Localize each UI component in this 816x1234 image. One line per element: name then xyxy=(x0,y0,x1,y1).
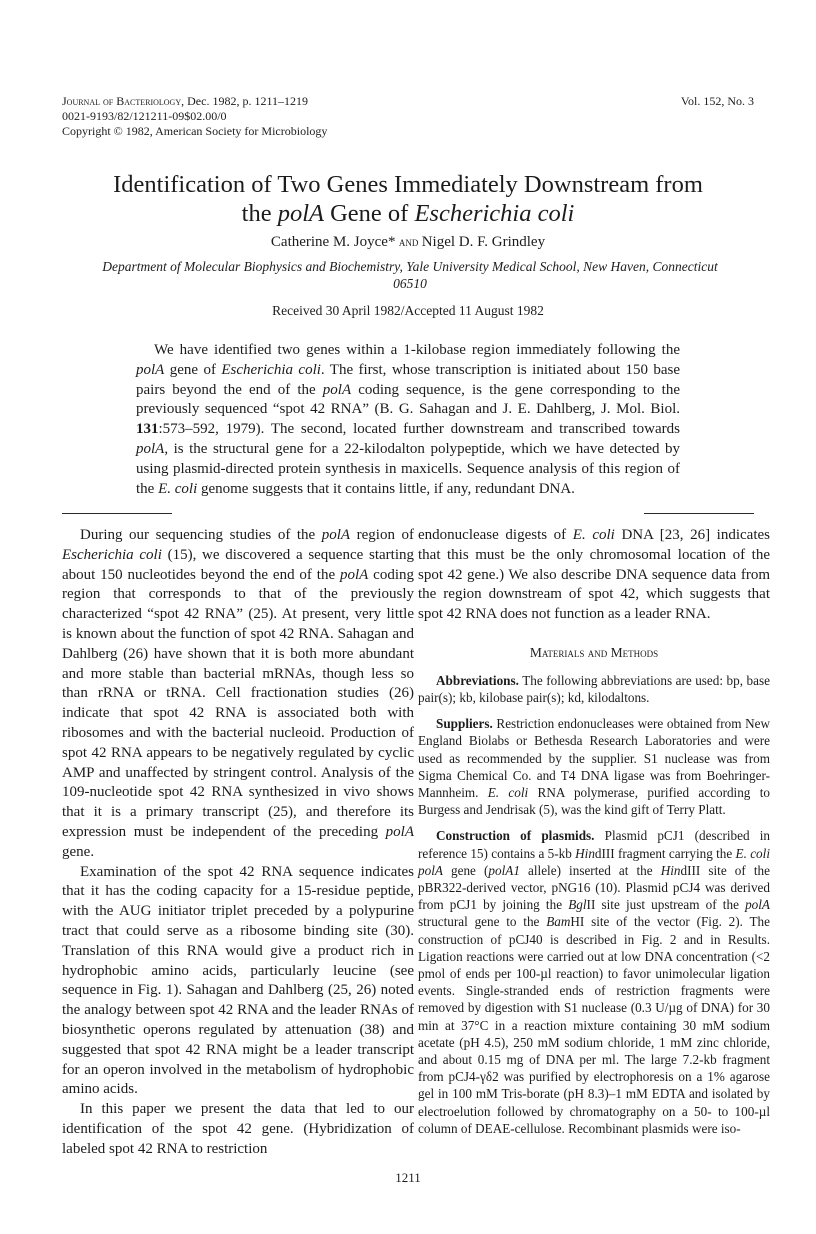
received-date: Received 30 April 1982/Accepted 11 August 1982 xyxy=(272,303,544,318)
body-gene: polA xyxy=(385,823,414,840)
title-text: Gene of xyxy=(323,200,415,227)
body-gene: polA xyxy=(321,527,351,543)
body-italic: Bgl xyxy=(568,897,587,913)
abstract-species: E. coli xyxy=(158,480,198,497)
left-column-rule xyxy=(62,513,172,514)
body-text: gene ( xyxy=(442,862,489,878)
body-text: allele) inserted at the xyxy=(519,862,661,878)
body-species: E. coli xyxy=(487,785,529,800)
abstract-text: , is the structural gene for a 22-kilodalton polypeptide, which we have detected by using plasmid-directed protein synthesis in maxicells. Sequence analysis of this region of the xyxy=(136,440,680,497)
right-column-rule xyxy=(644,513,754,514)
abstract-gene: polA xyxy=(322,381,352,398)
volume-issue: Vol. 152, No. 3 xyxy=(680,94,754,108)
body-italic: Hin xyxy=(575,845,595,861)
body-text: RNA polymerase, purified according to Burgess and Jendrisak (5), was the kind gift of Terry Platt. xyxy=(418,785,770,818)
section-heading: Materials and Methods xyxy=(529,644,659,660)
article-code: 0021-9193/82/121211-09$02.00/0 xyxy=(62,109,227,123)
copyright-line: Copyright © 1982, American Society for Microbiology xyxy=(62,124,328,138)
body-italic: Hin xyxy=(660,862,681,878)
abstract-volume: 131 xyxy=(136,421,159,438)
journal-header xyxy=(62,94,308,109)
intro-paragraph-2: Examination of the spot 42 RNA sequence indicates that it has the coding capacity for a 15-residue peptide, with the AUG initiator triplet preceded by a polypurine tract that could serve as a ribosome binding site (30). Translation of this RNA would give a product rich in hydrophobic amino acids, particularly leucine (see sequence in Fig. 1). Sahagan and Dahlberg (25, 26) noted the analogy between spot 42 RNA and the leader RNAs of biosynthetic operons regulated by attenuation (38) and suggested that spot 42 RNA might be a leader transcript for an operon involved in the metabolism of hydrophobic amino acids. xyxy=(62,863,414,1098)
body-italic: polA xyxy=(745,897,770,913)
body-text: gene. xyxy=(62,843,95,860)
body-text: The following abbreviations are used: bp, base pair(s); kb, kilobase pair(s); kd, kilodaltons. xyxy=(418,672,770,705)
journal-citation: , Dec. 1982, p. 1211–1219 xyxy=(181,94,308,108)
suppliers-paragraph xyxy=(418,715,770,818)
body-italic: Bam xyxy=(546,914,571,930)
intro-paragraph-3: In this paper we present the data that led to our identification of the spot 42 gene. (Hybridization of labeled spot 42 RNA to restriction xyxy=(62,1101,414,1157)
body-text: (15), we discovered a sequence starting about 150 nucleotides beyond the end of the xyxy=(62,546,414,583)
article-title xyxy=(40,170,776,228)
body-gene: polA xyxy=(339,566,369,583)
author-1: Catherine M. Joyce* xyxy=(270,234,396,250)
paragraph-label: Suppliers. xyxy=(436,716,493,732)
body-text: HI site of the vector (Fig. 2). The construction of pCJ40 is described in Fig. 2 and in Results. Ligation reactions were carried out at low DNA concentration (<2 pmol of ends per 100-µl reaction) to favor unimolecular ligation events. Single-stranded ends of restriction fragments were removed by digestion with S1 nuclease (0.3 U/µg of DNA) for 30 min at 37°C in a reaction mixture containing 30 mM sodium acetate (pH 4.5), 250 mM sodium chloride, 1 mM zinc chloride, and about 0.15 mg of DNA per ml. The large 7.2-kb fragment from pCJ4-γδ2 was purified by electrophoresis on a 1% agarose gel in 100 mM Tris-borate (pH 8.3)–1 mM EDTA and isolated by electroelution followed by chromatography on a 50- to 100-µl column of DEAE-cellulose. Recombinant plasmids were iso- xyxy=(418,914,770,1136)
author-conjunction: and xyxy=(398,234,419,249)
intro-paragraph-1 xyxy=(62,526,414,863)
intro-paragraph-continued xyxy=(418,526,770,625)
title-gene: polA xyxy=(277,200,324,227)
title-line-1: Identification of Two Genes Immediately Downstream from xyxy=(113,171,703,198)
title-line-2 xyxy=(40,199,776,228)
body-text: During our sequencing studies of the xyxy=(80,527,322,543)
body-text: II site just upstream of the xyxy=(586,897,746,913)
body-italic: E. coli polA xyxy=(418,845,770,878)
body-text: Restriction endonucleases were obtained from New England Biolabs or Bethesda Research Laboratories and were used as recommended by the supplier. S1 nuclease was from Sigma Chemical Co. and T4 DNA ligase was from Boehringer-Mannheim. xyxy=(418,716,770,800)
title-species: Escherichia coli xyxy=(414,200,575,227)
abstract-gene: polA xyxy=(136,440,165,457)
author-2: Nigel D. F. Grindley xyxy=(421,234,546,250)
body-text: region of xyxy=(350,527,414,543)
affiliation: Department of Molecular Biophysics and Biochemistry, Yale University Medical School, New Haven, Connecticut 06510 xyxy=(102,259,718,291)
abstract-text: :573–592, 1979). The second, located further downstream and transcribed towards xyxy=(158,421,680,438)
body-text: endonuclease digests of xyxy=(418,527,573,543)
body-text: dIII site of the pBR322-derived vector, pNG16 (10). Plasmid pCJ4 was derived from pCJ1 by joining the xyxy=(418,862,770,913)
title-text: the xyxy=(241,200,278,227)
body-text: DNA [23, 26] indicates that this must be the only chromosomal location of the spot 42 gene.) We also describe DNA sequence data from the region downstream of spot 42, which suggests that spot 42 RNA does not function as a leader RNA. xyxy=(418,527,770,623)
body-italic: polA1 xyxy=(488,862,520,878)
abstract xyxy=(136,341,680,499)
abstract-text: coding sequence, is the gene corresponding to the previously sequenced “spot 42 RNA” (B. G. Sahagan and J. E. Dahlberg, J. Mol. Biol. xyxy=(136,381,680,418)
left-column xyxy=(62,526,414,1160)
page-number: 1211 xyxy=(395,1170,421,1185)
abstract-text: gene of xyxy=(164,361,222,378)
body-species: E. coli xyxy=(572,527,615,543)
abstract-text: We have identified two genes within a 1-kilobase region immediately following the xyxy=(154,342,680,358)
journal-name: Journal of Bacteriology xyxy=(62,94,182,108)
abstract-gene: polA xyxy=(136,361,165,378)
paragraph-label: Abbreviations. xyxy=(436,672,519,688)
body-text: structural gene to the xyxy=(418,914,547,930)
construction-paragraph xyxy=(418,827,770,1137)
paragraph-label: Construction of plasmids. xyxy=(436,828,595,844)
author-list xyxy=(40,234,776,251)
abstract-text: . The first, whose transcription is initiated about 150 base pairs beyond the end of the xyxy=(136,361,680,398)
abbreviations-paragraph xyxy=(418,672,770,706)
abstract-species: Escherichia coli xyxy=(221,361,321,378)
abstract-text: genome suggests that it contains little, if any, redundant DNA. xyxy=(197,480,575,497)
body-text: Plasmid pCJ1 (described in reference 15) contains a 5-kb xyxy=(418,828,770,861)
body-species: Escherichia coli xyxy=(62,546,162,563)
body-text: coding region that corresponds to that of the previously characterized “spot 42 RNA” (25). At present, very little is known about the function of spot 42 RNA. Sahagan and Dahlberg (26) have shown that it is both more abundant and more stable than bacterial mRNAs, though less so than rRNA or tRNA. Cell fractionation studies (26) indicate that spot 42 RNA is associated both with ribosomes and with the bacterial nucleoid. Production of spot 42 RNA appears to be negatively regulated by cyclic AMP and unaffected by stringent control. Analysis of the 109-nucleotide spot 42 RNA synthesized in vivo shows that it is a primary transcript (25), and therefore its expression must be independent of the preceding xyxy=(62,566,414,840)
body-text: dIII fragment carrying the xyxy=(594,845,736,861)
right-column xyxy=(418,526,770,1137)
